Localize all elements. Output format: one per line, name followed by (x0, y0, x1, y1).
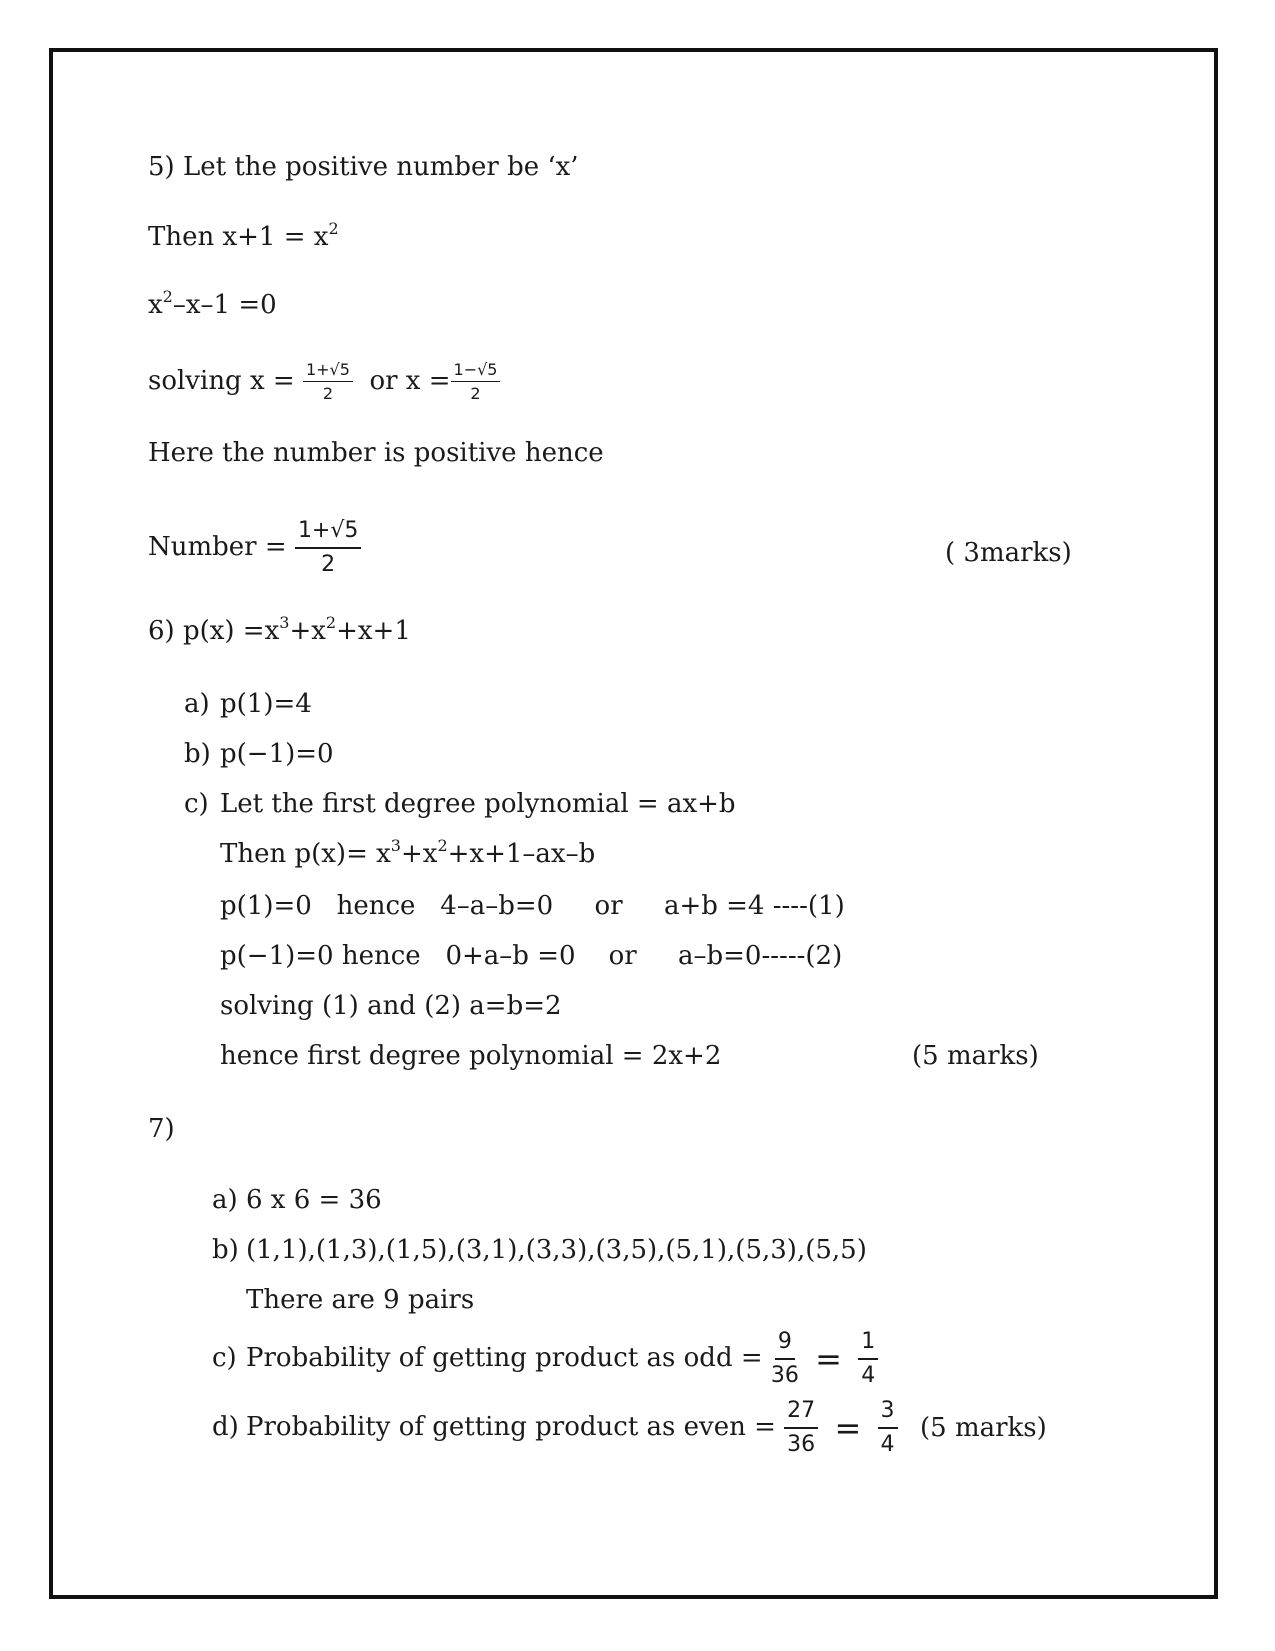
q5-number: Number = $\frac{1+√5}{2}$ (148, 520, 361, 576)
q7-c-fraction-1: $\frac{9}{36}$ (770, 1329, 799, 1388)
q5-hence: Here the number is positive hence (148, 438, 604, 468)
q7-part-d: d) Probability of getting product as even = $\frac{27}{36}$ = $\frac{3}{4}$ (212, 1400, 898, 1456)
q6-c-final: hence first degree polynomial = 2x+2 (220, 1041, 722, 1071)
q6-c-then: Then $p(x)= x^3+x^2+x+1-ax-b$ (220, 836, 596, 869)
q5-intro: 5) Let the positive number be ‘x’ (148, 152, 579, 182)
q6-part-b: b) p(−1)=0 (184, 739, 334, 769)
q6-part-c: c) Let the first degree polynomial = ax+b (184, 789, 736, 819)
q5-equation: $x^2-x-1 =0$ (148, 287, 277, 320)
q5-root-minus: $\frac{1-√5}{2}$ (451, 362, 501, 402)
q7-part-a: a) 6 x 6 = 36 (212, 1185, 382, 1215)
q7-marks: (5 marks) (920, 1413, 1047, 1443)
q5-solving: solving x = $\frac{1+√5}{2}$ or x = $\frac{1-√5}{2}$ (148, 362, 500, 402)
q6-heading: 6) $p(x) =x^3+x^2+x+1$ (148, 613, 411, 646)
q7-part-c: c) Probability of getting product as odd = $\frac{9}{36}$ = $\frac{1}{4}$ (212, 1331, 878, 1387)
q7-d-fraction-2: $\frac{3}{4}$ (878, 1400, 898, 1456)
q6-marks: (5 marks) (912, 1041, 1039, 1071)
q6-c-step2: p(−1)=0 hence 0+a–b =0 or a–b=0-----(2) (220, 941, 843, 971)
q5-then: Then $x+1 = x^2$ (148, 219, 339, 252)
q7-heading: 7) (148, 1114, 175, 1144)
q6-c-solve: solving (1) and (2) a=b=2 (220, 991, 562, 1021)
q7-c-fraction-2: $\frac{1}{4}$ (858, 1331, 878, 1387)
q7-b-pairs: There are 9 pairs (246, 1285, 475, 1315)
q7-d-fraction-1: $\frac{27}{36}$ (784, 1400, 818, 1456)
q6-c-step1: p(1)=0 hence 4–a–b=0 or a+b =4 ----(1) (220, 891, 845, 921)
q6-part-a: a) p(1)=4 (184, 689, 312, 719)
q5-marks: ( 3marks) (945, 538, 1072, 568)
q7-part-b: b) (1,1),(1,3),(1,5),(3,1),(3,3),(3,5),(5,1),(5,3),(5,5) (212, 1235, 867, 1265)
q5-root-plus: $\frac{1+√5}{2}$ (303, 362, 353, 402)
q5-number-fraction: $\frac{1+√5}{2}$ (295, 520, 361, 576)
